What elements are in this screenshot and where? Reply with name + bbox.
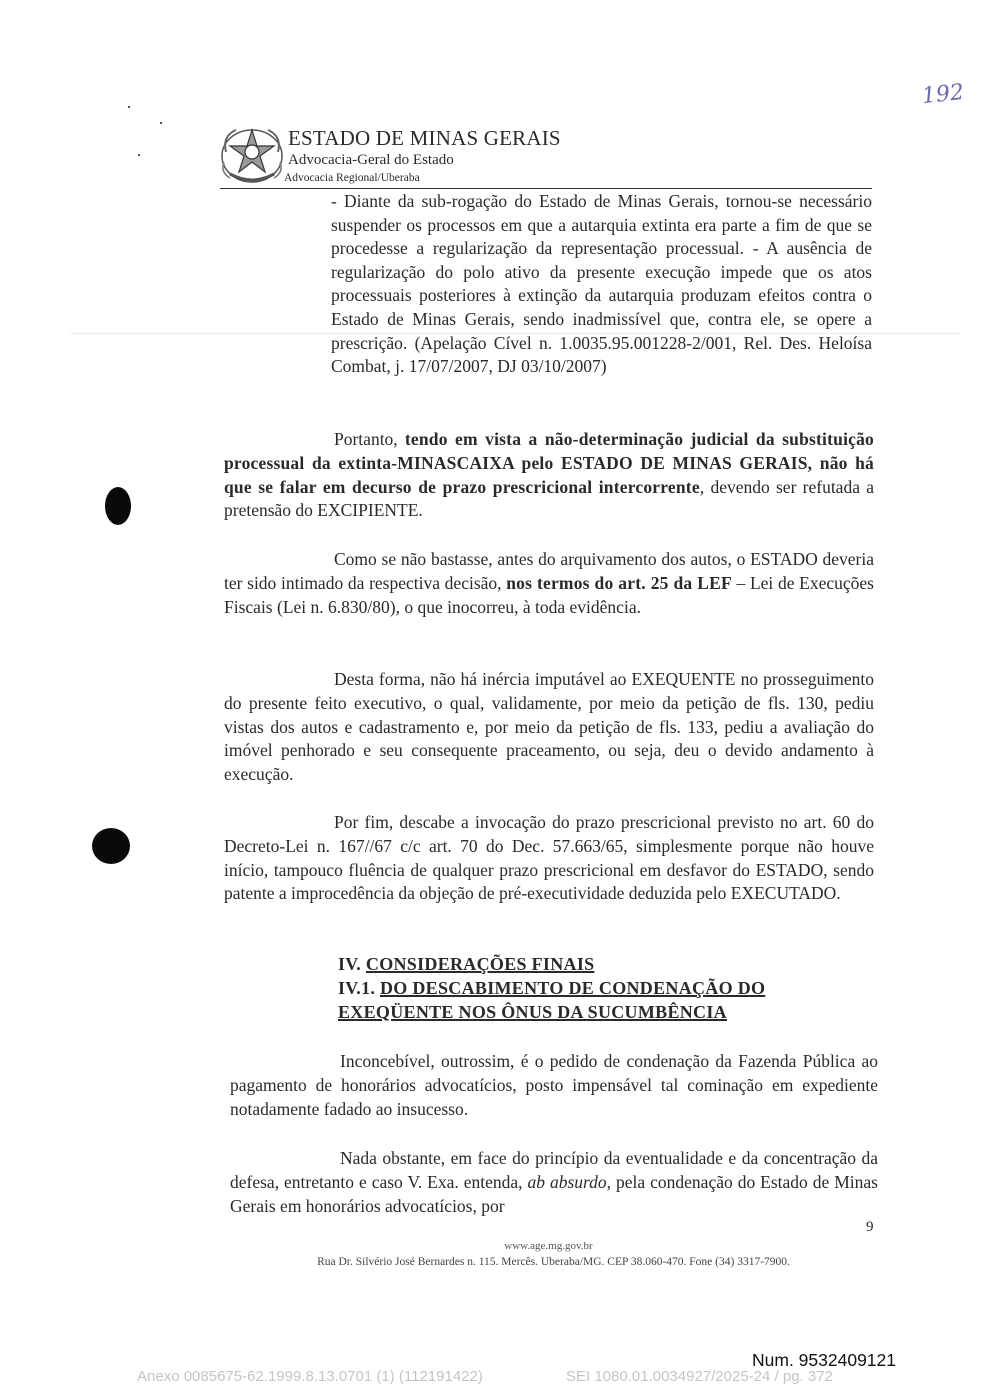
paragraph-text: Desta forma, não há inércia imputável ao EXEQUENTE no prosseguimento do presente feito executivo, o qual, validamente, por meio da petição de fls. 130, pediu vistas dos autos e cadastramento e, por meio da petição de fls. 133, pediu a avaliação do imóvel penhorado e seu consequente praceamento, ou seja, deu o devido andamento à execução. bbox=[224, 669, 874, 785]
paragraph-text: pela condenação do Estado de Minas Gerais em honorários advocatícios, por bbox=[230, 1171, 878, 1216]
subsection-heading bbox=[338, 978, 765, 999]
state-coat-of-arms-icon bbox=[216, 122, 286, 186]
letterhead-title: ESTADO DE MINAS GERAIS bbox=[288, 126, 561, 150]
paragraph-text: Como se não bastasse, antes do arquivamento dos autos, o ESTADO deveria ter sido intimado da respectiva decisão, bbox=[224, 549, 874, 593]
paragraph-italic-text: ab absurdo, bbox=[527, 1171, 612, 1192]
paragraph-text: Inconcebível, outrossim, é o pedido de condenação da Fazenda Pública ao pagamento de honorários advocatícios, posto impensável tal cominação em expediente notadamente fadado ao insucesso. bbox=[230, 1051, 878, 1119]
punch-hole bbox=[105, 487, 131, 525]
punch-hole bbox=[92, 828, 130, 864]
paragraph-bold-text: tendo em vista a não-determinação judicial da substituição processual da extinta-MINASCAIXA pelo ESTADO DE MINAS GERAIS, não há que se falar em decurso de prazo prescricional intercorrente bbox=[224, 429, 874, 497]
sei-reference: SEI 1080.01.0034927/2025-24 / pg. 372 bbox=[566, 1368, 833, 1385]
subsection-title: EXEQÜENTE NOS ÔNUS DA SUCUMBÊNCIA bbox=[338, 1002, 727, 1022]
section-heading bbox=[338, 954, 594, 975]
paragraph-text: , devendo ser refutada a pretensão do EXCIPIENTE. bbox=[224, 476, 874, 521]
paragraph-text: Nada obstante, em face do princípio da eventualidade e da concentração da defesa, entretanto e caso V. Exa. entenda, bbox=[230, 1148, 878, 1192]
page-number: 9 bbox=[866, 1219, 874, 1235]
paragraph-inertia bbox=[224, 668, 874, 787]
letterhead-subtitle: Advocacia-Geral do Estado bbox=[288, 152, 454, 168]
paragraph-fees bbox=[230, 1050, 878, 1121]
footer-address: Rua Dr. Silvério José Bernardes n. 115. Mercês. Uberaba/MG. CEP 38.060-470. Fone (34) 3317-7900. bbox=[317, 1256, 790, 1268]
subsection-heading-continued bbox=[338, 1002, 727, 1023]
quoted-jurisprudence: - Diante da sub-rogação do Estado de Minas Gerais, tornou-se necessário suspender os processos em que a autarquia extinta era parte a fim de que se procedesse a regularização da representação processual. - A ausência de regularização do polo ativo da presente execução impede que os atos processuais posteriores à extinção da autarquia produzam efeitos contra o Estado de Minas Gerais, sendo inadmissível que, contra ele, se opere a prescrição. (Apelação Cível n. 1.0035.95.001228-2/001, Rel. Des. Heloísa Combat, j. 17/07/2007, DJ 03/10/2007) bbox=[331, 191, 872, 377]
subsection-title: DO DESCABIMENTO DE CONDENAÇÃO DO bbox=[379, 978, 766, 998]
letterhead-office: Advocacia Regional/Uberaba bbox=[284, 172, 420, 184]
subsection-number: IV.1. bbox=[338, 978, 380, 998]
footer-url: www.age.mg.gov.br bbox=[504, 1240, 593, 1252]
paragraph-lef bbox=[224, 548, 874, 619]
paragraph-bold-text: nos termos do art. 25 da LEF bbox=[506, 572, 732, 593]
section-number: IV. bbox=[338, 954, 366, 974]
paragraph-conclusion bbox=[224, 428, 874, 523]
scan-speck bbox=[138, 154, 140, 156]
paragraph-text: Portanto, bbox=[334, 429, 405, 449]
section-title: CONSIDERAÇÕES FINAIS bbox=[365, 954, 595, 974]
document-number: Num. 9532409121 bbox=[752, 1350, 896, 1370]
paragraph-eventuality bbox=[230, 1147, 878, 1218]
annex-reference: Anexo 0085675-62.1999.8.13.0701 (1) (112191422) bbox=[137, 1368, 483, 1385]
letterhead-rule bbox=[220, 188, 872, 189]
paragraph-text: Por fim, descabe a invocação do prazo prescricional previsto no art. 60 do Decreto-Lei n. 167//67 c/c art. 70 do Dec. 57.663/65, simplesmente porque não houve início, tampouco fluência de qualquer prazo prescricional em desfavor do ESTADO, sendo patente a improcedência da objeção de pré-executividade deduzida pelo EXECUTADO. bbox=[224, 812, 874, 904]
scan-speck bbox=[128, 106, 130, 108]
scan-speck bbox=[160, 122, 162, 124]
paragraph-prescription bbox=[224, 811, 874, 906]
paragraph-text: – Lei de Execuções Fiscais (Lei n. 6.830/80), o que inocorreu, à toda evidência. bbox=[224, 572, 874, 617]
handwritten-page-number: 192 bbox=[920, 79, 966, 110]
